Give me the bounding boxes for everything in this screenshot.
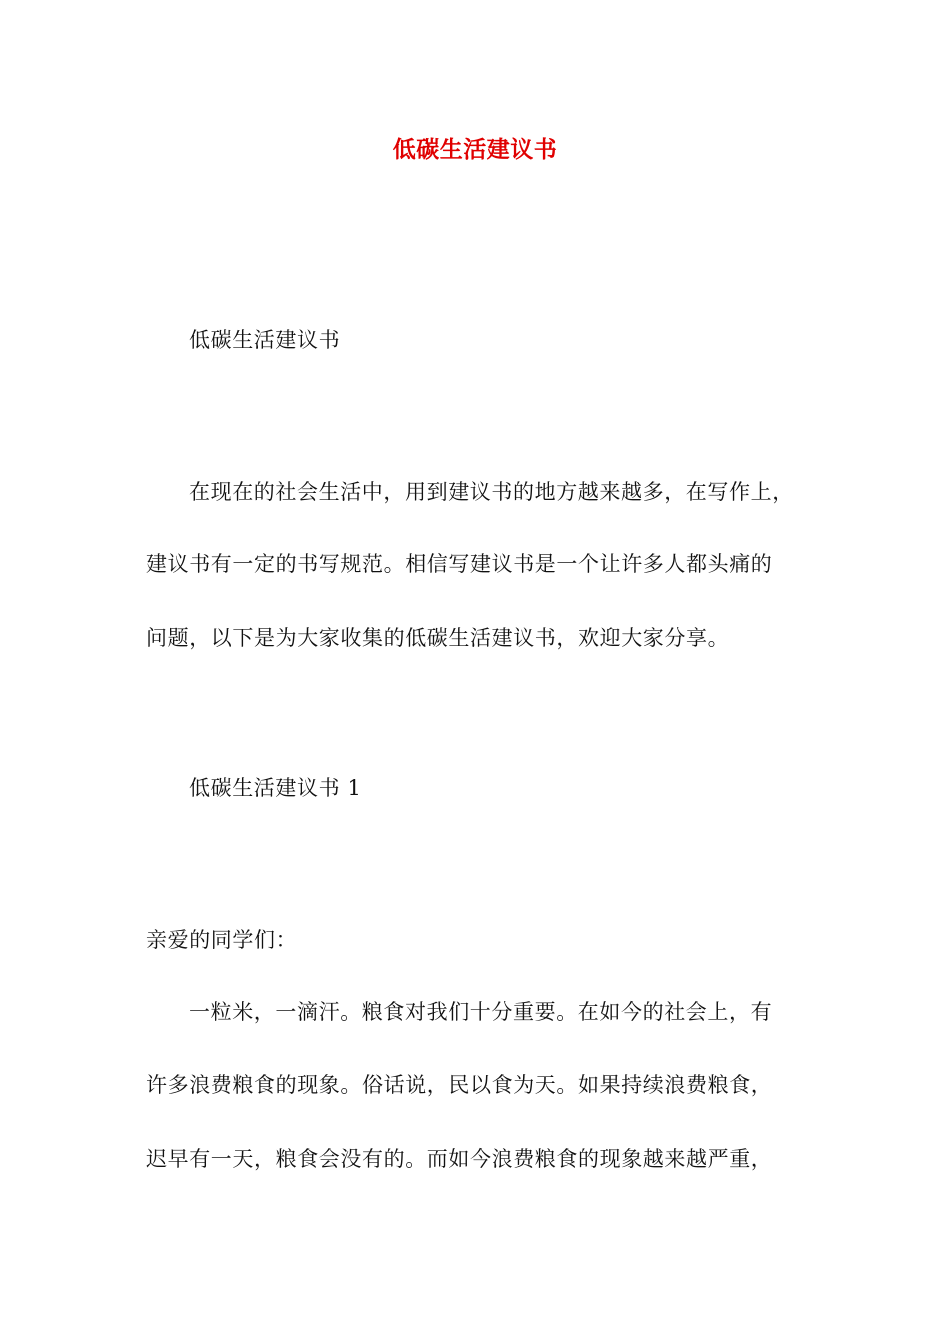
body-line-2: 许多浪费粮食的现象。俗话说，民以食为天。如果持续浪费粮食， <box>146 1073 773 1097</box>
intro-line-1: 在现在的社会生活中，用到建议书的地方越来越多，在写作上， <box>189 480 794 504</box>
document-title: 低碳生活建议书 <box>392 136 558 163</box>
intro-line-2: 建议书有一定的书写规范。相信写建议书是一个让许多人都头痛的 <box>146 552 773 576</box>
section-heading: 低碳生活建议书 1 <box>189 776 362 800</box>
subtitle: 低碳生活建议书 <box>189 328 341 352</box>
body-line-3: 迟早有一天，粮食会没有的。而如今浪费粮食的现象越来越严重， <box>146 1147 773 1171</box>
greeting: 亲爱的同学们： <box>146 928 298 952</box>
intro-line-3: 问题，以下是为大家收集的低碳生活建议书，欢迎大家分享。 <box>146 626 730 650</box>
body-line-1: 一粒米，一滴汗。粮食对我们十分重要。在如今的社会上，有 <box>189 1000 773 1024</box>
